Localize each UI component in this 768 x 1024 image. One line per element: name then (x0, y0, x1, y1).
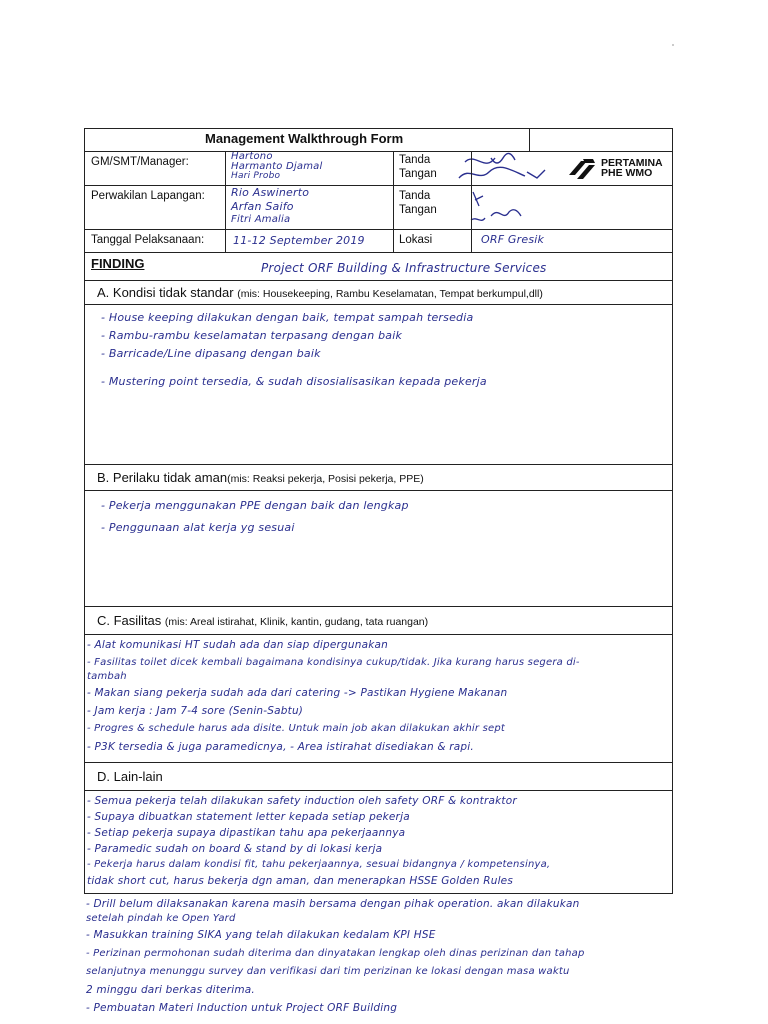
divider (225, 152, 226, 253)
section-c-item[interactable]: - Alat komunikasi HT sudah ada dan siap dipergunakan (87, 639, 388, 651)
section-b-title-text: B. Perilaku tidak aman (97, 470, 228, 485)
logo-line-1: PERTAMINA (601, 157, 663, 169)
section-d-item[interactable]: - Paramedic sudah on board & stand by di lokasi kerja (87, 843, 383, 855)
tanggal-label: Tanggal Pelaksanaan: (91, 234, 205, 246)
perwakilan-name-1[interactable]: Rio Aswinerto (231, 186, 310, 199)
tangan-label-2: Tangan (399, 204, 437, 216)
title-row (85, 129, 672, 152)
section-d-item[interactable]: tidak short cut, harus bekerja dgn aman, dan menerapkan HSSE Golden Rules (87, 875, 514, 887)
pertamina-logo-icon (565, 155, 599, 183)
section-d-item[interactable]: - Semua pekerja telah dilakukan safety induction oleh safety ORF & kontraktor (87, 795, 517, 807)
divider (529, 129, 530, 152)
gm-name-3[interactable]: Hari Probo (231, 171, 281, 181)
section-d-header (85, 763, 672, 791)
outside-note[interactable]: - Pembuatan Materi Induction untuk Project ORF Building (86, 1002, 398, 1014)
perwakilan-label: Perwakilan Lapangan: (91, 190, 205, 202)
section-b-title (97, 470, 424, 485)
logo-line-2: PHE WMO (601, 167, 653, 179)
section-c-title (97, 613, 428, 628)
lokasi-value[interactable]: ORF Gresik (481, 233, 545, 246)
section-a-item[interactable]: - Mustering point tersedia, & sudah disosialisasikan kepada pekerja (101, 375, 487, 388)
outside-note[interactable]: - Perizinan permohonan sudah diterima dan dinyatakan lengkap oleh dinas perizinan dan tahap (86, 948, 585, 959)
perwakilan-name-3[interactable]: Fitri Amalia (231, 214, 291, 225)
section-c-item[interactable]: - Progres & schedule harus ada disite. Untuk main job akan dilakukan akhir sept (87, 723, 506, 734)
gm-name-2[interactable]: Harmanto Djamal (231, 161, 323, 172)
section-b-hint: (mis: Reaksi pekerja, Posisi pekerja, PPE) (227, 473, 424, 485)
section-a-body (85, 305, 672, 465)
section-b-item[interactable]: - Penggunaan alat kerja yg sesuai (101, 521, 295, 534)
tanggal-value[interactable]: 11-12 September 2019 (233, 234, 365, 247)
section-c-title-text: C. Fasilitas (97, 613, 162, 628)
section-a-hint: (mis: Housekeeping, Rambu Keselamatan, Tempat berkumpul,dll) (237, 288, 543, 300)
outside-note[interactable]: - Masukkan training SIKA yang telah dilakukan kedalam KPI HSE (86, 929, 436, 941)
section-b-item[interactable]: - Pekerja menggunakan PPE dengan baik dan lengkap (101, 499, 409, 512)
section-d-item[interactable]: - Setiap pekerja supaya dipastikan tahu apa pekerjaannya (87, 827, 406, 839)
finding-value[interactable]: Project ORF Building & Infrastructure Services (261, 261, 547, 275)
section-d-body (85, 791, 672, 893)
perwakilan-name-2[interactable]: Arfan Saifo (231, 200, 294, 213)
section-c-item[interactable]: - Jam kerja : Jam 7-4 sore (Senin-Sabtu) (87, 705, 304, 717)
section-a-item[interactable]: - House keeping dilakukan dengan baik, tempat sampah tersedia (101, 311, 474, 324)
finding-label: FINDING (91, 256, 145, 271)
tangan-label-1: Tangan (399, 168, 437, 180)
section-a-item[interactable]: - Barricade/Line dipasang dengan baik (101, 347, 321, 360)
section-d-item[interactable]: - Supaya dibuatkan statement letter kepada setiap pekerja (87, 811, 410, 823)
section-b-header (85, 465, 672, 491)
logo-text (601, 158, 663, 178)
section-c-header (85, 607, 672, 635)
lokasi-label: Lokasi (399, 234, 433, 246)
outside-note[interactable]: setelah pindah ke Open Yard (86, 913, 236, 924)
tanda-label-2: Tanda (399, 190, 431, 202)
divider (393, 152, 394, 253)
outside-note[interactable]: - Drill belum dilaksanakan karena masih bersama dengan pihak operation. akan dilakukan (86, 898, 580, 910)
section-c-item[interactable]: - Makan siang pekerja sudah ada dari catering -> Pastikan Hygiene Makanan (87, 687, 508, 699)
form-title: Management Walkthrough Form (205, 131, 404, 146)
tanggal-row (85, 230, 672, 253)
section-c-item[interactable]: tambah (87, 671, 127, 682)
gm-label: GM/SMT/Manager: (91, 156, 189, 168)
perwakilan-row (85, 186, 672, 230)
section-c-item[interactable]: - P3K tersedia & juga paramedicnya, - Area istirahat disediakan & rapi. (87, 741, 474, 753)
section-c-body (85, 635, 672, 763)
signature-image (455, 152, 551, 184)
section-a-title (97, 285, 543, 300)
section-d-item[interactable]: - Pekerja harus dalam kondisi fit, tahu pekerjaannya, sesuai bidangnya / kompetensinya, (87, 859, 551, 870)
section-c-hint: (mis: Areal istirahat, Klinik, kantin, gudang, tata ruangan) (164, 616, 429, 628)
signature-image (465, 186, 535, 228)
gm-name-1[interactable]: Hartono (231, 151, 273, 162)
outside-note[interactable]: 2 minggu dari berkas diterima. (86, 984, 255, 996)
section-b-body (85, 491, 672, 607)
outside-note[interactable]: selanjutnya menunggu survey dan verifikasi dari tim perizinan ke lokasi dengan masa waktu (86, 966, 570, 977)
tanda-label-1: Tanda (399, 154, 431, 166)
section-a-header (85, 281, 672, 305)
walkthrough-form (84, 128, 673, 894)
section-a-item[interactable]: - Rambu-rambu keselamatan terpasang dengan baik (101, 329, 403, 342)
section-d-title: D. Lain-lain (97, 769, 163, 784)
section-a-title-text: A. Kondisi tidak standar (97, 285, 234, 300)
pertamina-logo (565, 155, 673, 185)
scan-speck (672, 44, 674, 46)
divider (471, 152, 472, 253)
finding-row (85, 253, 672, 281)
section-c-item[interactable]: - Fasilitas toilet dicek kembali bagaimana kondisinya cukup/tidak. Jika kurang harus segera di- (87, 657, 580, 668)
